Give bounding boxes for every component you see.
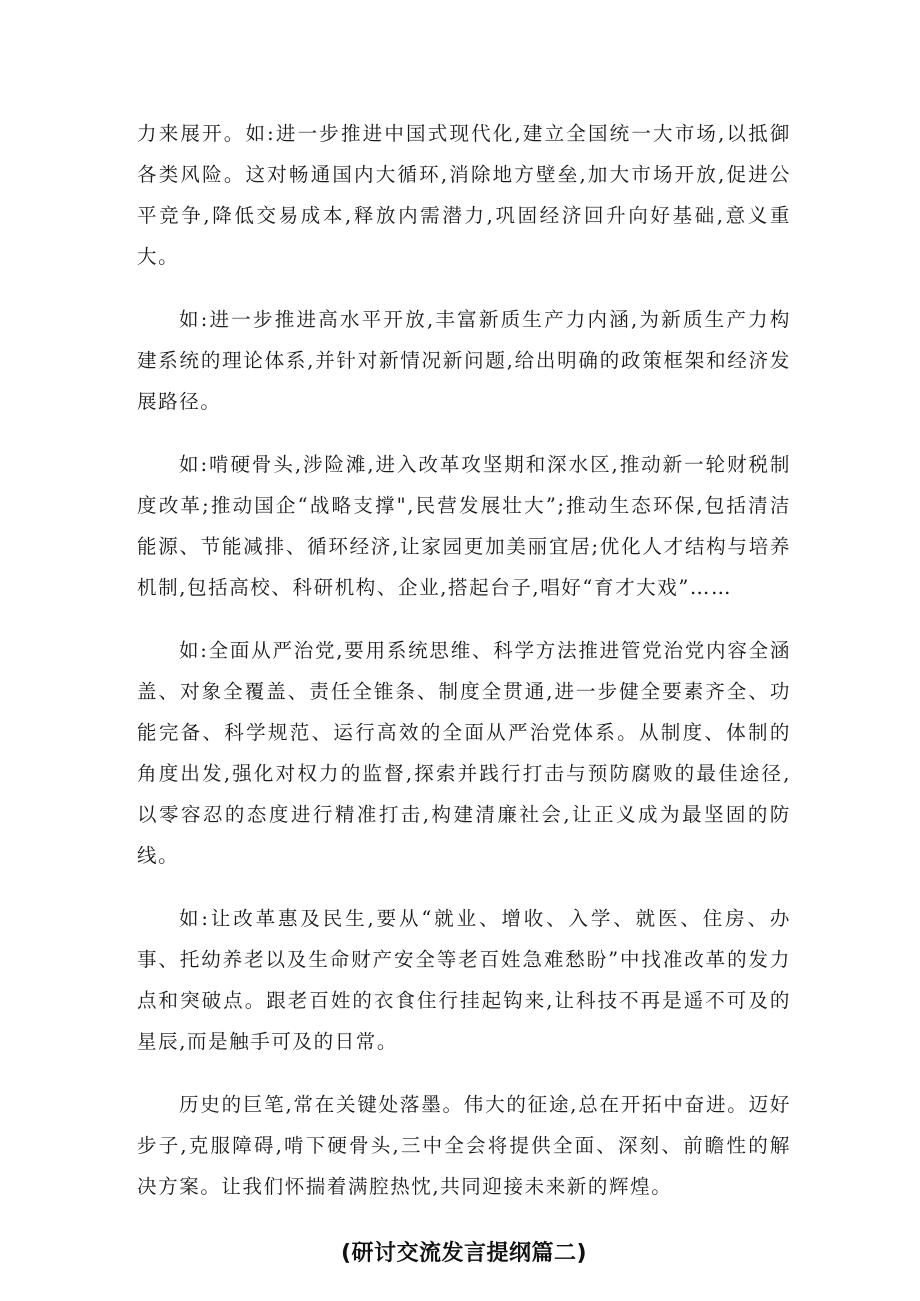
paragraph-party-governance: 如:全面从严治党,要用系统思维、科学方法推进管党治党内容全涵盖、对象全覆盖、责任全锥条、制度全贯通,进一步健全要素齐全、功能完备、科学规范、运行高效的全面从严治党体系。从制度、体制的角度出发,强化对权力的监督,探索并践行打击与预防腐败的最佳途径,以零容忍的态度进行精准打击,构建清廉社会,让正义成为最坚固的防线。 <box>137 639 791 867</box>
paragraph-continuation: 力来展开。如:进一步推进中国式现代化,建立全国统一大市场,以抵御各类风险。这对畅通国内大循环,消除地方壁垒,加大市场开放,促进公平竞争,降低交易成本,释放内需潜力,巩固经济回升向好基础,意义重大。 <box>137 122 791 268</box>
paragraph-reform-tasks: 如:啃硬骨头,涉险滩,进入改革攻坚期和深水区,推动新一轮财税制度改革;推动国企“战略支撑",民营发展壮大”;推动生态环保,包括清洁能源、节能减排、循环经济,让家园更加美丽宜居;优化人才结构与培养机制,包括高校、科研机构、企业,搭起台子,唱好“育才大戏”…… <box>137 453 791 599</box>
paragraph-high-level-opening: 如:进一步推进高水平开放,丰富新质生产力内涵,为新质生产力构建系统的理论体系,并针对新情况新问题,给出明确的政策框架和经济发展路径。 <box>137 308 791 413</box>
paragraph-conclusion: 历史的巨笔,常在关键处落墨。伟大的征途,总在开拓中奋进。迈好步子,克服障碍,啃下硬骨头,三中全会将提供全面、深刻、前瞻性的解决方案。让我们怀揣着满腔热忱,共同迎接未来新的辉煌。 <box>137 1093 791 1198</box>
document-body <box>137 113 791 1279</box>
paragraph-livelihood-reform: 如:让改革惠及民生,要从“就业、增收、入学、就医、住房、办事、托幼养老以及生命财产安全等老百姓急难愁盼”中找准改革的发力点和突破点。跟老百姓的衣食住行挂起钩来,让科技不再是遥不可及的星辰,而是触手可及的日常。 <box>137 907 791 1053</box>
section-heading: (研讨交流发言提纲篇二) <box>340 1241 588 1266</box>
